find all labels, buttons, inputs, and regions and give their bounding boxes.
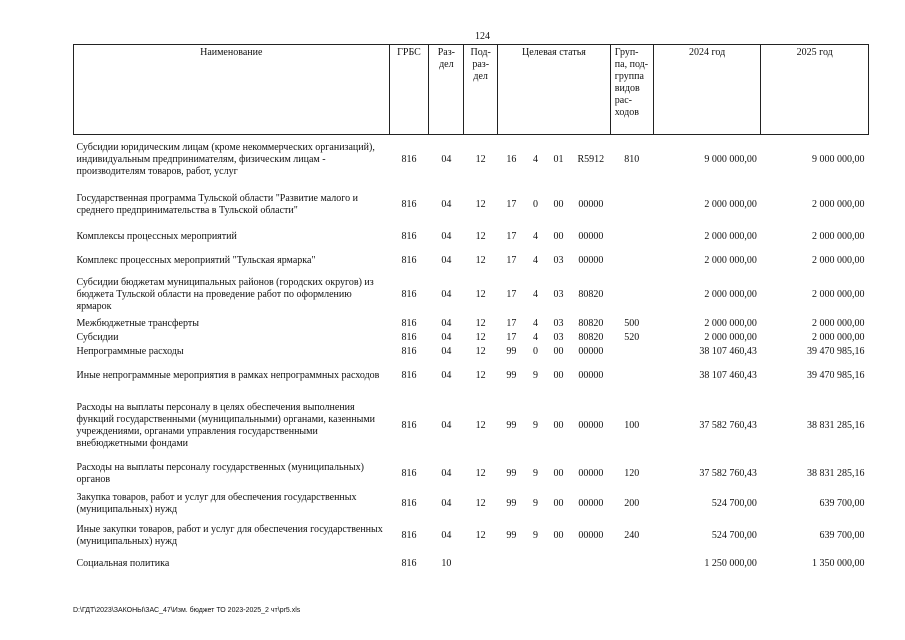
row-2024: 2 000 000,00	[704, 288, 757, 300]
row-target-3: 00	[553, 529, 564, 541]
row-target-2: 4	[532, 317, 538, 329]
row-grbs: 816	[401, 317, 417, 329]
row-target-4: 80820	[578, 331, 604, 343]
row-2025: 39 470 985,16	[807, 369, 865, 381]
row-2025: 9 000 000,00	[812, 153, 865, 165]
row-name: Расходы на выплаты персоналу в целях обеспечения выполнения функций государственными (муниципальными) органами, казенными учреждениями, органами управления государственными внебюджетными фондами	[76, 401, 376, 449]
row-name: Иные закупки товаров, работ и услуг для обеспечения государственных (муниципальных) нужд	[76, 523, 383, 547]
table-row	[74, 249, 869, 273]
row-target-4: 00000	[578, 345, 604, 357]
table-row	[74, 317, 869, 331]
row-name: Государственная программа Тульской области "Развитие малого и среднего предпринимательства в Тульской области"	[76, 192, 358, 216]
row-name: Иные непрограммные мероприятия в рамках непрограммных расходов	[76, 369, 380, 381]
budget-table	[73, 44, 869, 575]
row-2024: 2 000 000,00	[704, 254, 757, 266]
row-2025: 2 000 000,00	[812, 198, 865, 210]
table-row	[74, 489, 869, 519]
header-group: Груп- па, под- группа видов рас- ходов	[610, 45, 653, 135]
row-target-3: 00	[553, 497, 564, 509]
row-name: Субсидии юридическим лицам (кроме некоммерческих организаций), индивидуальным предпринимателям, физическим лицам - производителям товаров, работ, услуг	[76, 141, 375, 177]
row-target-2: 0	[532, 198, 538, 210]
row-razdel: 04	[441, 467, 452, 479]
row-group	[610, 249, 653, 273]
row-target-3: 03	[553, 331, 564, 343]
row-target-2: 9	[532, 419, 538, 431]
row-target-4: 00000	[578, 254, 604, 266]
row-razdel: 04	[441, 497, 452, 509]
table-row	[74, 345, 869, 359]
row-group	[610, 273, 653, 317]
row-podrazdel: 12	[475, 467, 486, 479]
row-podrazdel: 12	[475, 317, 486, 329]
row-2024: 2 000 000,00	[704, 230, 757, 242]
table-header-row	[74, 45, 869, 135]
row-target-1: 17	[506, 331, 517, 343]
row-2025: 2 000 000,00	[812, 317, 865, 329]
row-2024: 37 582 760,43	[699, 419, 757, 431]
row-2024: 38 107 460,43	[699, 345, 757, 357]
row-target-1: 17	[506, 254, 517, 266]
row-grbs: 816	[401, 331, 417, 343]
row-group	[610, 345, 653, 359]
row-target-4: 80820	[578, 317, 604, 329]
row-name: Социальная политика	[76, 557, 170, 569]
row-group	[610, 185, 653, 225]
row-target-3: 03	[553, 288, 564, 300]
row-grbs: 816	[401, 198, 417, 210]
header-target: Целевая статья	[498, 45, 611, 135]
row-group	[610, 225, 653, 249]
row-razdel: 10	[441, 557, 452, 569]
row-target-3: 03	[553, 317, 564, 329]
row-razdel: 04	[441, 288, 452, 300]
row-target-2: 4	[532, 331, 538, 343]
row-target-1: 17	[506, 288, 517, 300]
row-target-1: 17	[506, 198, 517, 210]
table-row	[74, 331, 869, 345]
row-podrazdel	[464, 553, 498, 575]
row-2025: 639 700,00	[819, 529, 865, 541]
row-razdel: 04	[441, 369, 452, 381]
table-row	[74, 273, 869, 317]
row-target-3: 00	[553, 369, 564, 381]
row-target-3: 00	[553, 345, 564, 357]
row-2025: 2 000 000,00	[812, 254, 865, 266]
row-grbs: 816	[401, 419, 417, 431]
row-group	[610, 359, 653, 393]
row-grbs: 816	[401, 497, 417, 509]
row-target-1: 16	[506, 153, 517, 165]
row-grbs: 816	[401, 288, 417, 300]
row-2025: 2 000 000,00	[812, 331, 865, 343]
table-row	[74, 393, 869, 459]
row-target-1: 99	[506, 369, 517, 381]
row-target-1: 99	[506, 345, 517, 357]
header-name: Наименование	[74, 45, 390, 135]
row-group: 240	[624, 529, 640, 541]
row-name: Субсидии	[76, 331, 119, 343]
row-target-4: 00000	[578, 198, 604, 210]
row-razdel: 04	[441, 331, 452, 343]
table-row	[74, 519, 869, 553]
row-target-4: 00000	[578, 419, 604, 431]
row-target-4: 00000	[578, 230, 604, 242]
row-name: Закупка товаров, работ и услуг для обеспечения государственных (муниципальных) нужд	[76, 491, 357, 515]
row-group: 100	[624, 419, 640, 431]
row-target-3: 00	[553, 230, 564, 242]
row-target-4: 00000	[578, 497, 604, 509]
row-razdel: 04	[441, 153, 452, 165]
row-2025: 38 831 285,16	[807, 419, 865, 431]
row-grbs: 816	[401, 230, 417, 242]
row-2025: 639 700,00	[819, 497, 865, 509]
row-grbs: 816	[401, 369, 417, 381]
row-razdel: 04	[441, 317, 452, 329]
row-target-4: 00000	[578, 529, 604, 541]
row-razdel: 04	[441, 230, 452, 242]
row-2025: 39 470 985,16	[807, 345, 865, 357]
row-name: Комплексы процессных мероприятий	[76, 230, 237, 242]
row-target-3: 00	[553, 198, 564, 210]
row-podrazdel: 12	[475, 369, 486, 381]
row-target-1: 17	[506, 230, 517, 242]
row-group	[610, 553, 653, 575]
row-name: Субсидии бюджетам муниципальных районов (городских округов) из бюджета Тульской области на проведение работ по оформлению ярмарок	[76, 276, 374, 312]
row-target-1	[498, 553, 526, 575]
row-group: 120	[624, 467, 640, 479]
row-name: Расходы на выплаты персоналу государственных (муниципальных) органов	[76, 461, 364, 485]
header-razdel: Раз- дел	[429, 45, 464, 135]
row-podrazdel: 12	[475, 345, 486, 357]
row-razdel: 04	[441, 419, 452, 431]
table-body	[74, 135, 869, 575]
row-target-3: 00	[553, 467, 564, 479]
row-target-2: 4	[532, 230, 538, 242]
row-grbs: 816	[401, 345, 417, 357]
row-target-3: 03	[553, 254, 564, 266]
row-razdel: 04	[441, 529, 452, 541]
row-target-2: 9	[532, 369, 538, 381]
row-target-2: 4	[532, 153, 538, 165]
row-target-4: R5912	[577, 153, 605, 165]
row-name: Комплекс процессных мероприятий "Тульская ярмарка"	[76, 254, 316, 266]
header-grbs: ГРБС	[389, 45, 429, 135]
row-podrazdel: 12	[475, 198, 486, 210]
row-target-1: 99	[506, 497, 517, 509]
row-target-1: 99	[506, 419, 517, 431]
row-podrazdel: 12	[475, 529, 486, 541]
row-target-2: 4	[532, 254, 538, 266]
row-2024: 2 000 000,00	[704, 331, 757, 343]
row-target-4: 80820	[578, 288, 604, 300]
row-podrazdel: 12	[475, 288, 486, 300]
row-2024: 37 582 760,43	[699, 467, 757, 479]
row-2024: 9 000 000,00	[704, 153, 757, 165]
row-target-1: 17	[506, 317, 517, 329]
row-2025: 2 000 000,00	[812, 288, 865, 300]
row-target-2: 0	[532, 345, 538, 357]
row-podrazdel: 12	[475, 153, 486, 165]
table-row	[74, 459, 869, 489]
table-row	[74, 553, 869, 575]
row-target-4: 00000	[578, 369, 604, 381]
table-row	[74, 185, 869, 225]
row-2024: 2 000 000,00	[704, 317, 757, 329]
row-target-1: 99	[506, 529, 517, 541]
row-target-2: 4	[532, 288, 538, 300]
row-2024: 38 107 460,43	[699, 369, 757, 381]
header-podrazdel: Под- раз- дел	[464, 45, 498, 135]
row-grbs: 816	[401, 467, 417, 479]
row-group: 500	[624, 317, 640, 329]
row-razdel: 04	[441, 345, 452, 357]
row-grbs: 816	[401, 153, 417, 165]
row-podrazdel: 12	[475, 254, 486, 266]
header-2024: 2024 год	[653, 45, 761, 135]
row-razdel: 04	[441, 254, 452, 266]
table-row	[74, 135, 869, 185]
row-2024: 2 000 000,00	[704, 198, 757, 210]
row-razdel: 04	[441, 198, 452, 210]
file-path-footer: D:\ГДТ\2023\ЗАКОНЫ\ЗАС_47\Изм. бюджет ТО 2023-2025_2 чт\pr5.xls	[73, 607, 301, 614]
header-2025: 2025 год	[761, 45, 869, 135]
row-target-2: 9	[532, 529, 538, 541]
row-name: Межбюджетные трансферты	[76, 317, 199, 329]
row-name: Непрограммные расходы	[76, 345, 184, 357]
row-group: 200	[624, 497, 640, 509]
table-row	[74, 225, 869, 249]
row-2025: 2 000 000,00	[812, 230, 865, 242]
row-2025: 1 350 000,00	[812, 557, 865, 569]
row-target-4	[571, 553, 610, 575]
row-target-3: 00	[553, 419, 564, 431]
row-target-4: 00000	[578, 467, 604, 479]
page-number: 124	[475, 31, 490, 42]
row-target-1: 99	[506, 467, 517, 479]
row-target-2: 9	[532, 497, 538, 509]
row-grbs: 816	[401, 254, 417, 266]
row-podrazdel: 12	[475, 230, 486, 242]
row-2024: 524 700,00	[711, 529, 757, 541]
row-target-3: 01	[553, 153, 564, 165]
row-podrazdel: 12	[475, 497, 486, 509]
row-target-2: 9	[532, 467, 538, 479]
row-target-3	[546, 553, 572, 575]
row-grbs: 816	[401, 557, 417, 569]
row-podrazdel: 12	[475, 419, 486, 431]
row-group: 810	[624, 153, 640, 165]
row-grbs: 816	[401, 529, 417, 541]
row-2025: 38 831 285,16	[807, 467, 865, 479]
row-podrazdel: 12	[475, 331, 486, 343]
table-row	[74, 359, 869, 393]
row-2024: 1 250 000,00	[704, 557, 757, 569]
row-group: 520	[624, 331, 640, 343]
row-2024: 524 700,00	[711, 497, 757, 509]
row-target-2	[525, 553, 545, 575]
